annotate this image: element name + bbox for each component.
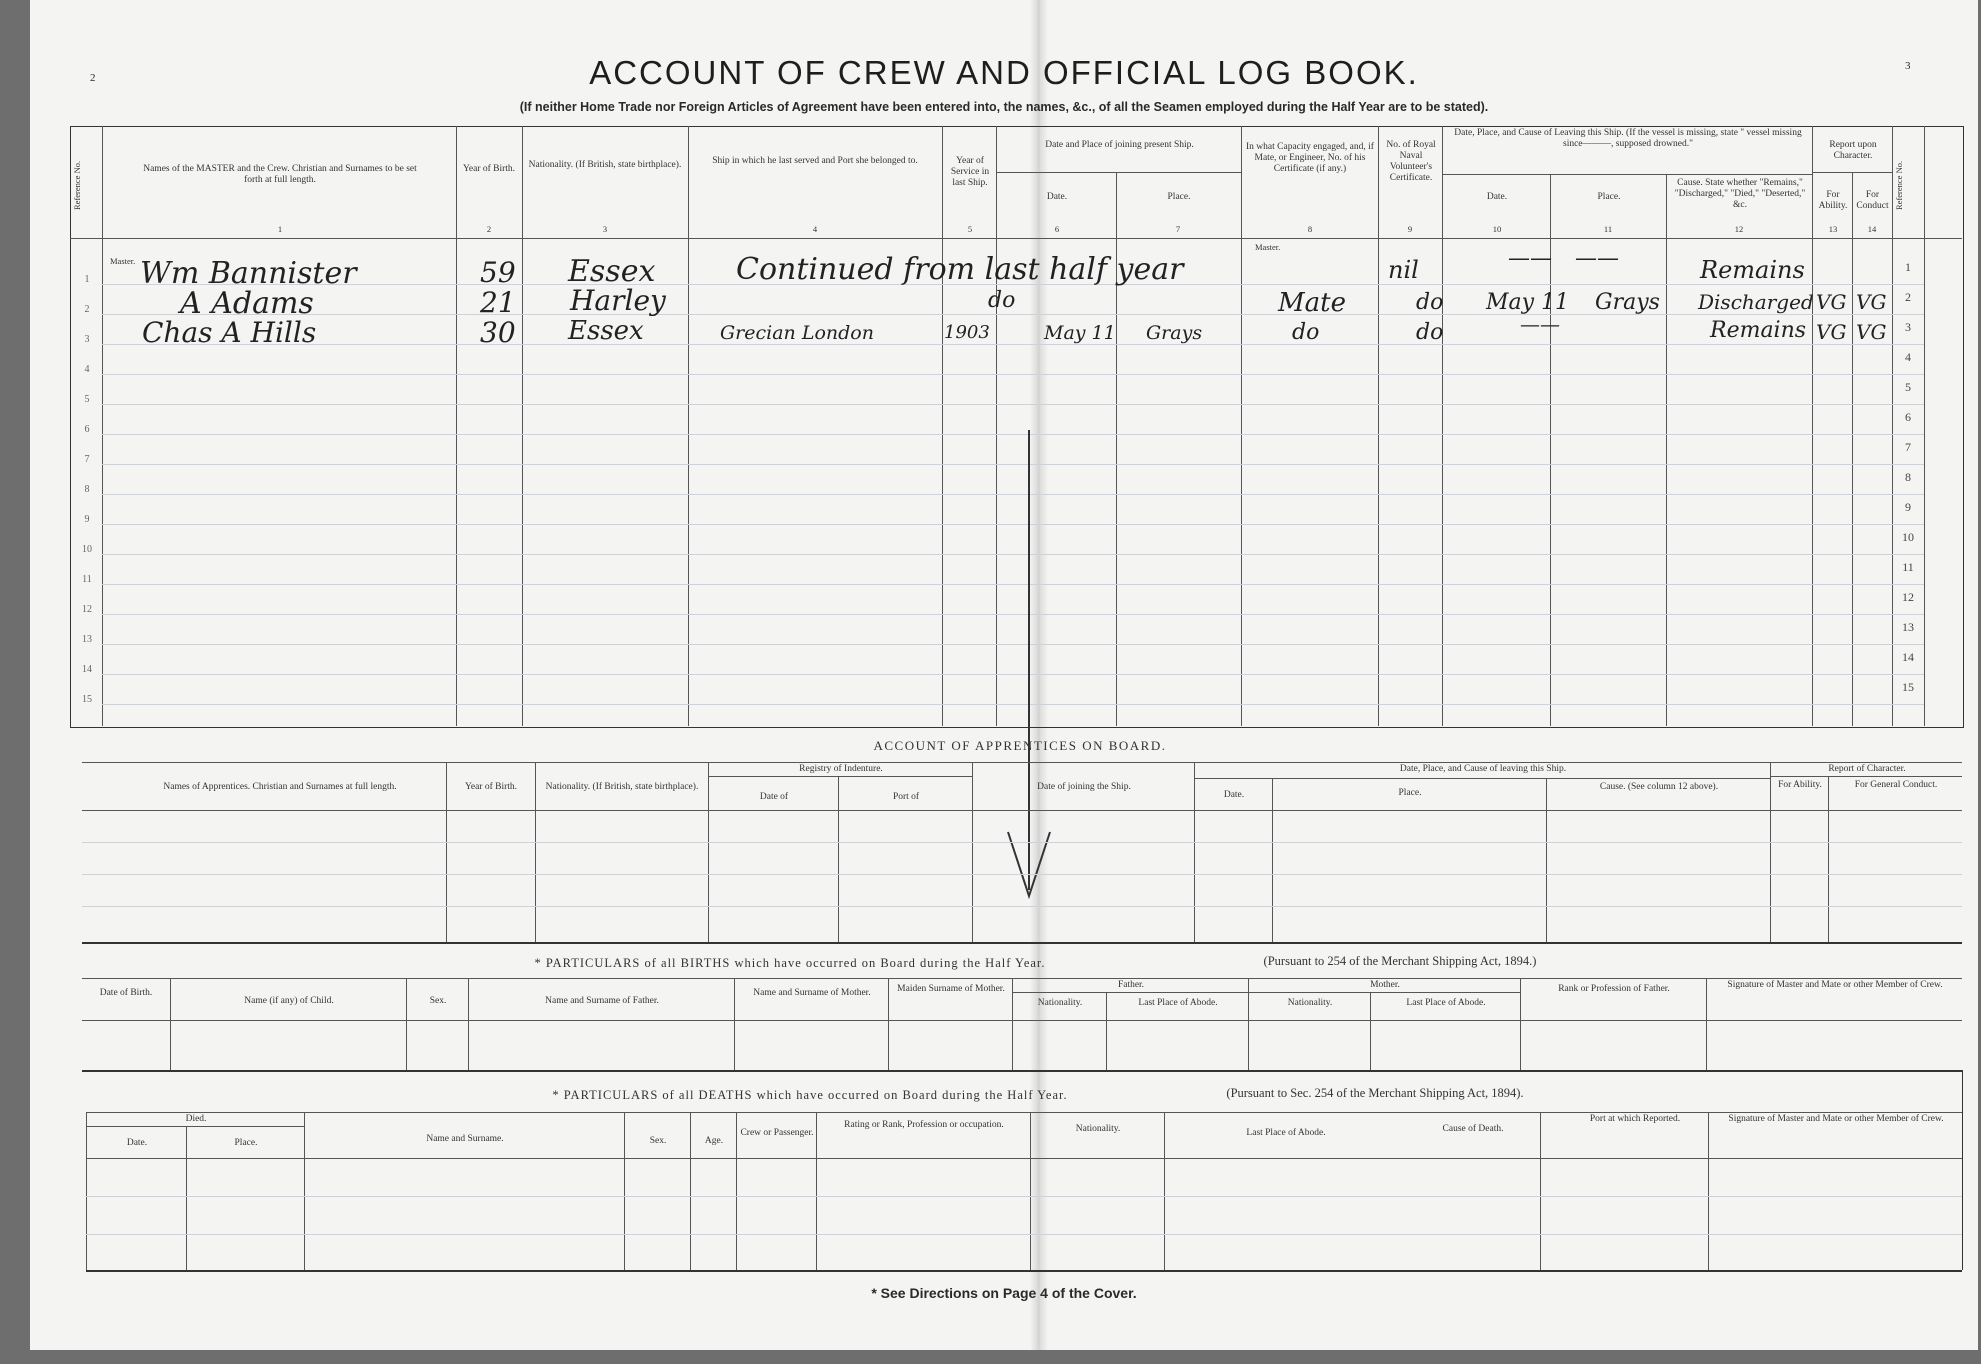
crew-capacity: do (1292, 320, 1320, 345)
row-number-right: 13 (1902, 620, 1914, 634)
header-nationality: Nationality. (If British, state birthplace). (528, 160, 682, 170)
deaths-age-header: Age. (704, 1136, 724, 1146)
col-number: 12 (1734, 224, 1744, 234)
deaths-pursuant: (Pursuant to Sec. 254 of the Merchant Shipping Act, 1894). (1226, 1086, 1524, 1100)
births-father-nationality-header: Nationality. (1037, 998, 1083, 1008)
row-number-right: 11 (1902, 560, 1914, 574)
crew-ability: VG (1816, 290, 1847, 314)
row-number: 7 (84, 454, 90, 465)
row-number-right: 5 (1905, 380, 1911, 394)
births-mother-header: Mother. (1370, 980, 1400, 990)
col-number: 7 (1175, 224, 1181, 234)
row-number: 10 (82, 544, 92, 555)
births-mother-abode-header: Last Place of Abode. (1406, 998, 1486, 1008)
row-number-right: 6 (1905, 410, 1911, 424)
header-report: Report upon Character. (1829, 140, 1877, 161)
births-father-abode-header: Last Place of Abode. (1138, 998, 1218, 1008)
col-number: 2 (486, 224, 492, 234)
crew-conduct: VG (1856, 290, 1887, 314)
births-title: * PARTICULARS of all BIRTHS which have occurred on Board during the Half Year. (534, 956, 1046, 970)
appr-year-header: Year of Birth. (464, 782, 518, 792)
row-number-right: 12 (1902, 590, 1914, 604)
row-number-right: 10 (1902, 530, 1914, 544)
deaths-sex-header: Sex. (649, 1136, 667, 1146)
header-cause: Cause. State whether "Remains," "Discharged," "Died," "Deserted," &c. (1674, 178, 1806, 210)
row-number: 14 (82, 664, 92, 675)
births-signature-header: Signature of Master and Mate or other Member of Crew. (1727, 980, 1943, 990)
col-number: 9 (1407, 224, 1413, 234)
crew-year-service: do (988, 288, 1016, 313)
row-number-right: 9 (1905, 500, 1911, 514)
header-join-date: Date. (1046, 192, 1068, 202)
row-number: 9 (84, 514, 90, 525)
row-number: 15 (82, 694, 92, 705)
header-ability: For Ability. (1818, 190, 1848, 211)
births-mother-name-header: Name and Surname of Mother. (753, 988, 871, 998)
appr-joining-header: Date of joining the Ship. (1037, 782, 1131, 792)
col-number: 8 (1307, 224, 1313, 234)
col-number: 1 (277, 224, 283, 234)
crew-rnvr: do (1416, 320, 1444, 345)
appr-ability-header: For Ability. (1778, 780, 1822, 790)
crew-cause: Discharged (1698, 290, 1814, 314)
row-number-right: 8 (1905, 470, 1911, 484)
col-number: 3 (602, 224, 608, 234)
col-number: 13 (1828, 224, 1838, 234)
appr-names-header: Names of Apprentices. Christian and Surnames at full length. (163, 782, 397, 792)
col-number: 4 (812, 224, 818, 234)
births-rank-header: Rank or Profession of Father. (1558, 984, 1670, 994)
row-number: 4 (84, 364, 90, 375)
appr-leaving-header: Date, Place, and Cause of leaving this Ship. (1399, 764, 1567, 774)
births-pursuant: (Pursuant to 254 of the Merchant Shipping Act, 1894.) (1263, 954, 1537, 968)
crew-leave-place: —— (1575, 246, 1619, 271)
appr-date-header: Date. (1223, 790, 1245, 800)
crew-capacity: Mate (1278, 288, 1346, 318)
log-book-spread (30, 0, 1978, 1350)
header-capacity: In what Capacity engaged, and, if Mate, or Engineer, No. of his Certificate (if any.) (1246, 142, 1374, 174)
deaths-port-header: Port at which Reported. (1589, 1114, 1681, 1124)
deaths-abode-header: Last Place of Abode. (1246, 1128, 1326, 1138)
header-last-ship: Ship in which he last served and Port she belonged to. (712, 156, 918, 166)
crew-nationality: Essex (568, 316, 644, 346)
header-ref-no-right: Reference No. (1894, 160, 1904, 210)
births-father-name-header: Name and Surname of Father. (545, 996, 659, 1006)
arrow-down-icon (1006, 830, 1052, 900)
crew-cause: Remains (1700, 256, 1805, 284)
appr-report-header: Report of Character. (1828, 764, 1906, 774)
crew-ability: VG (1816, 320, 1847, 344)
births-father-header: Father. (1117, 980, 1145, 990)
header-leave-place: Place. (1597, 192, 1621, 202)
row-number: 1 (84, 274, 90, 285)
row-number-right: 4 (1905, 350, 1911, 364)
deaths-signature-header: Signature of Master and Mate or other Member of Crew. (1728, 1114, 1944, 1124)
appr-registry-header: Registry of Indenture. (799, 764, 883, 774)
header-rnvr: No. of Royal Naval Volunteer's Certificate. (1386, 140, 1436, 183)
births-sex-header: Sex. (429, 996, 447, 1006)
births-date-header: Date of Birth. (99, 988, 153, 998)
row-number: 3 (84, 334, 90, 345)
col-number: 14 (1867, 224, 1877, 234)
apprentices-title: ACCOUNT OF APPRENTICES ON BOARD. (873, 738, 1167, 753)
appr-cause-header: Cause. (See column 12 above). (1599, 782, 1719, 792)
header-conduct: For Conduct (1856, 190, 1889, 211)
row-number-right: 3 (1905, 320, 1911, 334)
crew-nationality: Harley (570, 284, 666, 317)
col-number: 5 (967, 224, 973, 234)
deaths-rating-header: Rating or Rank, Profession or occupation. (844, 1120, 1004, 1130)
capacity-master-label: Master. (1255, 242, 1281, 252)
row-number-right: 2 (1905, 290, 1911, 304)
appr-conduct-header: For General Conduct. (1854, 780, 1938, 790)
col-number: 10 (1492, 224, 1502, 234)
crew-leave-date: May 11 (1486, 290, 1570, 315)
appr-date-of-header: Date of (759, 792, 789, 802)
appr-nationality-header: Nationality. (If British, state birthplace). (545, 782, 699, 792)
left-page-number: 2 (90, 72, 96, 84)
header-year-of-birth: Year of Birth. (462, 164, 516, 174)
crew-leave-date: —— (1520, 312, 1560, 336)
births-maiden-header: Maiden Surname of Mother. (897, 984, 1005, 994)
crew-name: Wm Bannister (140, 256, 357, 291)
header-leave-date: Date. (1486, 192, 1508, 202)
header-joining: Date and Place of joining present Ship. (1045, 140, 1194, 150)
deaths-cause-header: Cause of Death. (1442, 1124, 1504, 1134)
crew-name: A Adams (180, 286, 314, 321)
crew-year: 21 (480, 286, 516, 319)
header-join-place: Place. (1167, 192, 1191, 202)
row-number: 8 (84, 484, 90, 495)
right-page-number: 3 (1905, 60, 1911, 72)
crew-join-place: Grays (1146, 322, 1203, 344)
row-number: 13 (82, 634, 92, 645)
row-number-right: 7 (1905, 440, 1911, 454)
appr-place-header: Place. (1398, 788, 1422, 798)
births-mother-nationality-header: Nationality. (1287, 998, 1333, 1008)
crew-leave-place: Grays (1595, 290, 1660, 315)
crew-rnvr: do (1416, 290, 1444, 315)
deaths-crew-header: Crew or Passenger. (740, 1128, 814, 1138)
row-number: 2 (84, 304, 90, 315)
crew-last-ship: Grecian London (720, 322, 874, 344)
crew-join-date: May 11 (1044, 322, 1116, 344)
master-label: Master. (110, 256, 136, 266)
header-year-service: Year of Service in last Ship. (950, 156, 990, 188)
row-number-right: 14 (1902, 650, 1914, 664)
header-names: Names of the MASTER and the Crew. Christian and Surnames to be set forth at full length. (143, 164, 417, 185)
row-number-right: 15 (1902, 680, 1914, 694)
header-ref-no: Reference No. (72, 160, 82, 210)
col-number: 11 (1603, 224, 1613, 234)
arrow-line (1028, 430, 1030, 890)
row-number: 6 (84, 424, 90, 435)
births-child-header: Name (if any) of Child. (244, 996, 334, 1006)
row-number: 12 (82, 604, 92, 615)
col-number: 6 (1054, 224, 1060, 234)
crew-cause: Remains (1710, 318, 1807, 343)
deaths-title: * PARTICULARS of all DEATHS which have occurred on Board during the Half Year. (552, 1088, 1068, 1102)
crew-leave-date: —— (1508, 246, 1552, 271)
crew-rnvr: nil (1388, 256, 1419, 284)
deaths-died-header: Died. (185, 1114, 207, 1124)
row-number: 11 (82, 574, 92, 585)
crew-last-ship: Continued from last half year (736, 252, 1184, 287)
crew-year: 30 (480, 316, 516, 349)
crew-nationality: Essex (568, 254, 656, 289)
row-number-right: 1 (1905, 260, 1911, 274)
footer-note: * See Directions on Page 4 of the Cover. (871, 1285, 1137, 1301)
header-leaving: Date, Place, and Cause of Leaving this Ship. (If the vessel is missing, state " vessel missing since———, supposed drowned." (1454, 128, 1802, 149)
crew-table (70, 126, 1964, 728)
page-title: ACCOUNT OF CREW AND OFFICIAL LOG BOOK. (589, 54, 1419, 91)
crew-year-service: 1903 (944, 322, 990, 343)
crew-name: Chas A Hills (142, 316, 317, 349)
deaths-nationality-header: Nationality. (1075, 1124, 1121, 1134)
deaths-place-header: Place. (234, 1138, 258, 1148)
deaths-name-header: Name and Surname. (426, 1134, 504, 1144)
row-number: 5 (84, 394, 90, 405)
crew-conduct: VG (1856, 320, 1887, 344)
page-subtitle: (If neither Home Trade nor Foreign Articles of Agreement have been entered into, the names, &c., of all the Seamen employed during the Half Year are to be stated). (519, 100, 1489, 114)
deaths-date-header: Date. (126, 1138, 148, 1148)
appr-port-of-header: Port of (892, 792, 920, 802)
crew-year: 59 (480, 256, 516, 289)
